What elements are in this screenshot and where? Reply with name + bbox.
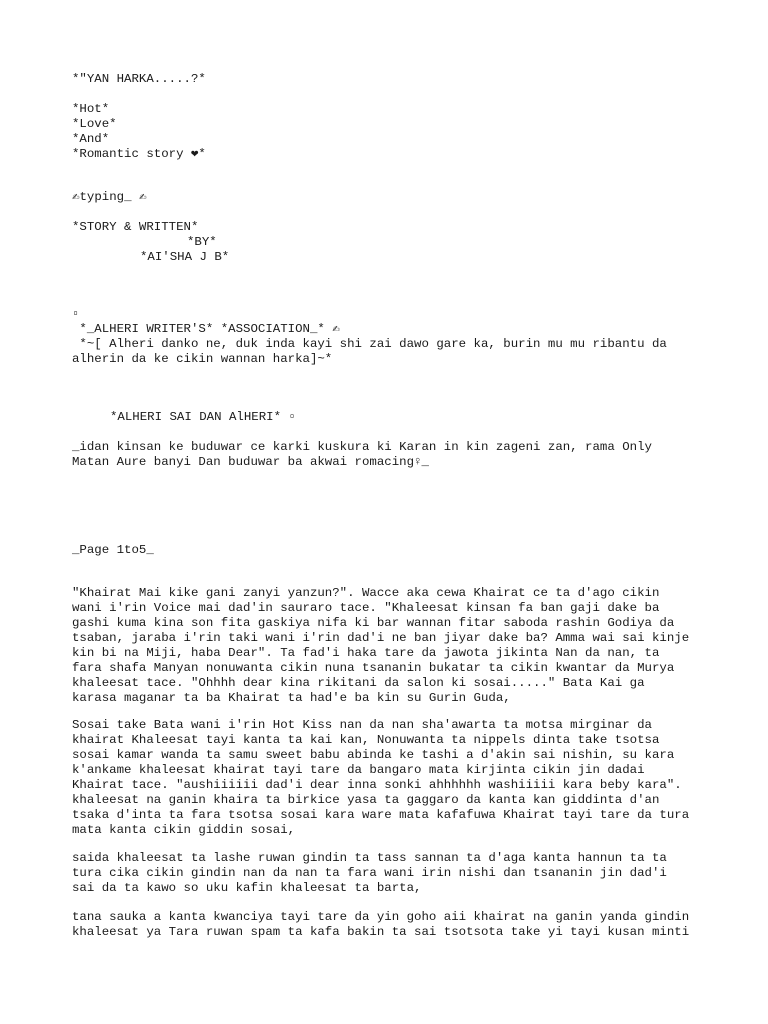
paragraph-line: khaleesat tace. "Ohhhh dear kina rikitani da salon ki sosai....." Bata Kai ga bbox=[72, 676, 645, 690]
genre-line: *And* bbox=[72, 132, 110, 146]
intro-note: Matan Aure banyi Dan buduwar ba akwai romacing♀_ bbox=[72, 455, 429, 469]
genre-line: *Hot* bbox=[72, 102, 110, 116]
paragraph-line: khaleesat na ganin khaira ta birkice yasa ta gaggaro da kanta kan giddinta d'an bbox=[72, 793, 660, 807]
bullet-icon: ▫ bbox=[72, 307, 80, 321]
paragraph-line: Khairat tace. "aushiiiiii dad'i dear inna sonki ahhhhhh washiiiii kara beby kara". bbox=[72, 778, 682, 792]
association-name: *_ALHERI WRITER'S* *ASSOCIATION_* ✍ bbox=[72, 322, 340, 336]
paragraph-line: "Khairat Mai kike gani zanyi yanzun?". Wacce aka cewa Khairat ce ta d'ago cikin bbox=[72, 586, 660, 600]
paragraph-line: sosai kamar wanda ta samu sweet babu abinda ke tashi a d'akin sai nishin, su kara bbox=[72, 748, 675, 762]
paragraph-line: mata kanta cikin giddin sosai, bbox=[72, 823, 296, 837]
intro-note: _idan kinsan ke buduwar ce karki kuskura ki Karan in kin zageni zan, rama Only bbox=[72, 440, 652, 454]
paragraph-line: tsaban, jaraba i'rin taki wani i'rin dad'i ne ban jiyar dake ba? Amma wai sai kinje bbox=[72, 631, 690, 645]
story-title: *"YAN HARKA.....?* bbox=[72, 72, 206, 86]
credits-heading: *STORY & WRITTEN* bbox=[72, 220, 199, 234]
typing-note: ✍typing_ ✍ bbox=[72, 190, 147, 204]
paragraph-line: Sosai take Bata wani i'rin Hot Kiss nan da nan sha'awarta ta motsa mirginar da bbox=[72, 718, 652, 732]
paragraph-line: saida khaleesat ta lashe ruwan gindin ta tass sannan ta d'aga kanta hannun ta ta bbox=[72, 851, 667, 865]
genre-line: *Love* bbox=[72, 117, 117, 131]
paragraph-line: k'ankame khaleesat khairat tayi tare da bangaro mata kirjinta cikin jin dadai bbox=[72, 763, 645, 777]
page-label: _Page 1to5_ bbox=[72, 543, 154, 557]
paragraph-line: tana sauka a kanta kwanciya tayi tare da yin goho aii khairat na ganin yanda gindin bbox=[72, 910, 690, 924]
paragraph-line: gashi kuma kina son fita gaskiya nifa ki bar wannan fitar saboda rashin Godiya da bbox=[72, 616, 675, 630]
paragraph-line: karasa maganar ta ba Khairat ta had'e ba kin su Gurin Guda, bbox=[72, 691, 511, 705]
credits-by: *BY* bbox=[187, 235, 217, 249]
genre-line: *Romantic story ❤* bbox=[72, 147, 206, 161]
paragraph-line: tsaka d'inta ta fara tsotsa sosai kara ware mata kafafuwa Khairat tayi tare da tura bbox=[72, 808, 690, 822]
paragraph-line: khaleesat ya Tara ruwan spam ta kafa bakin ta sai tsotsota take yi tayi kusan minti bbox=[72, 925, 690, 939]
association-motto: *~[ Alheri danko ne, duk inda kayi shi zai dawo gare ka, burin mu mu ribantu da bbox=[72, 337, 667, 351]
paragraph-line: khairat Khaleesat tayi kanta ta kai kan, Nonuwanta ta nippels dinta take tsotsa bbox=[72, 733, 660, 747]
dedication-line: *ALHERI SAI DAN AlHERI* ▫ bbox=[110, 410, 296, 424]
paragraph-line: fara shafa Manyan nonuwanta cikin nuna tsananin bukatar ta cikin kwantar da Murya bbox=[72, 661, 675, 675]
paragraph-line: tura cika cikin gindin nan da nan ta fara wani irin nishi dan tsananin jin dad'i bbox=[72, 866, 667, 880]
paragraph-line: wani i'rin Voice mai dad'in sauraro tace. "Khaleesat kinsan fa ban gaji dake ba bbox=[72, 601, 660, 615]
association-motto: alherin da ke cikin wannan harka]~* bbox=[72, 352, 333, 366]
author-name: *AI'SHA J B* bbox=[140, 250, 230, 264]
paragraph-line: sai da ta kawo so uku kafin khaleesat ta barta, bbox=[72, 881, 422, 895]
paragraph-line: kin bi na Miji, haba Dear". Ta fad'i haka tare da jawota jikinta Nan da nan, ta bbox=[72, 646, 660, 660]
